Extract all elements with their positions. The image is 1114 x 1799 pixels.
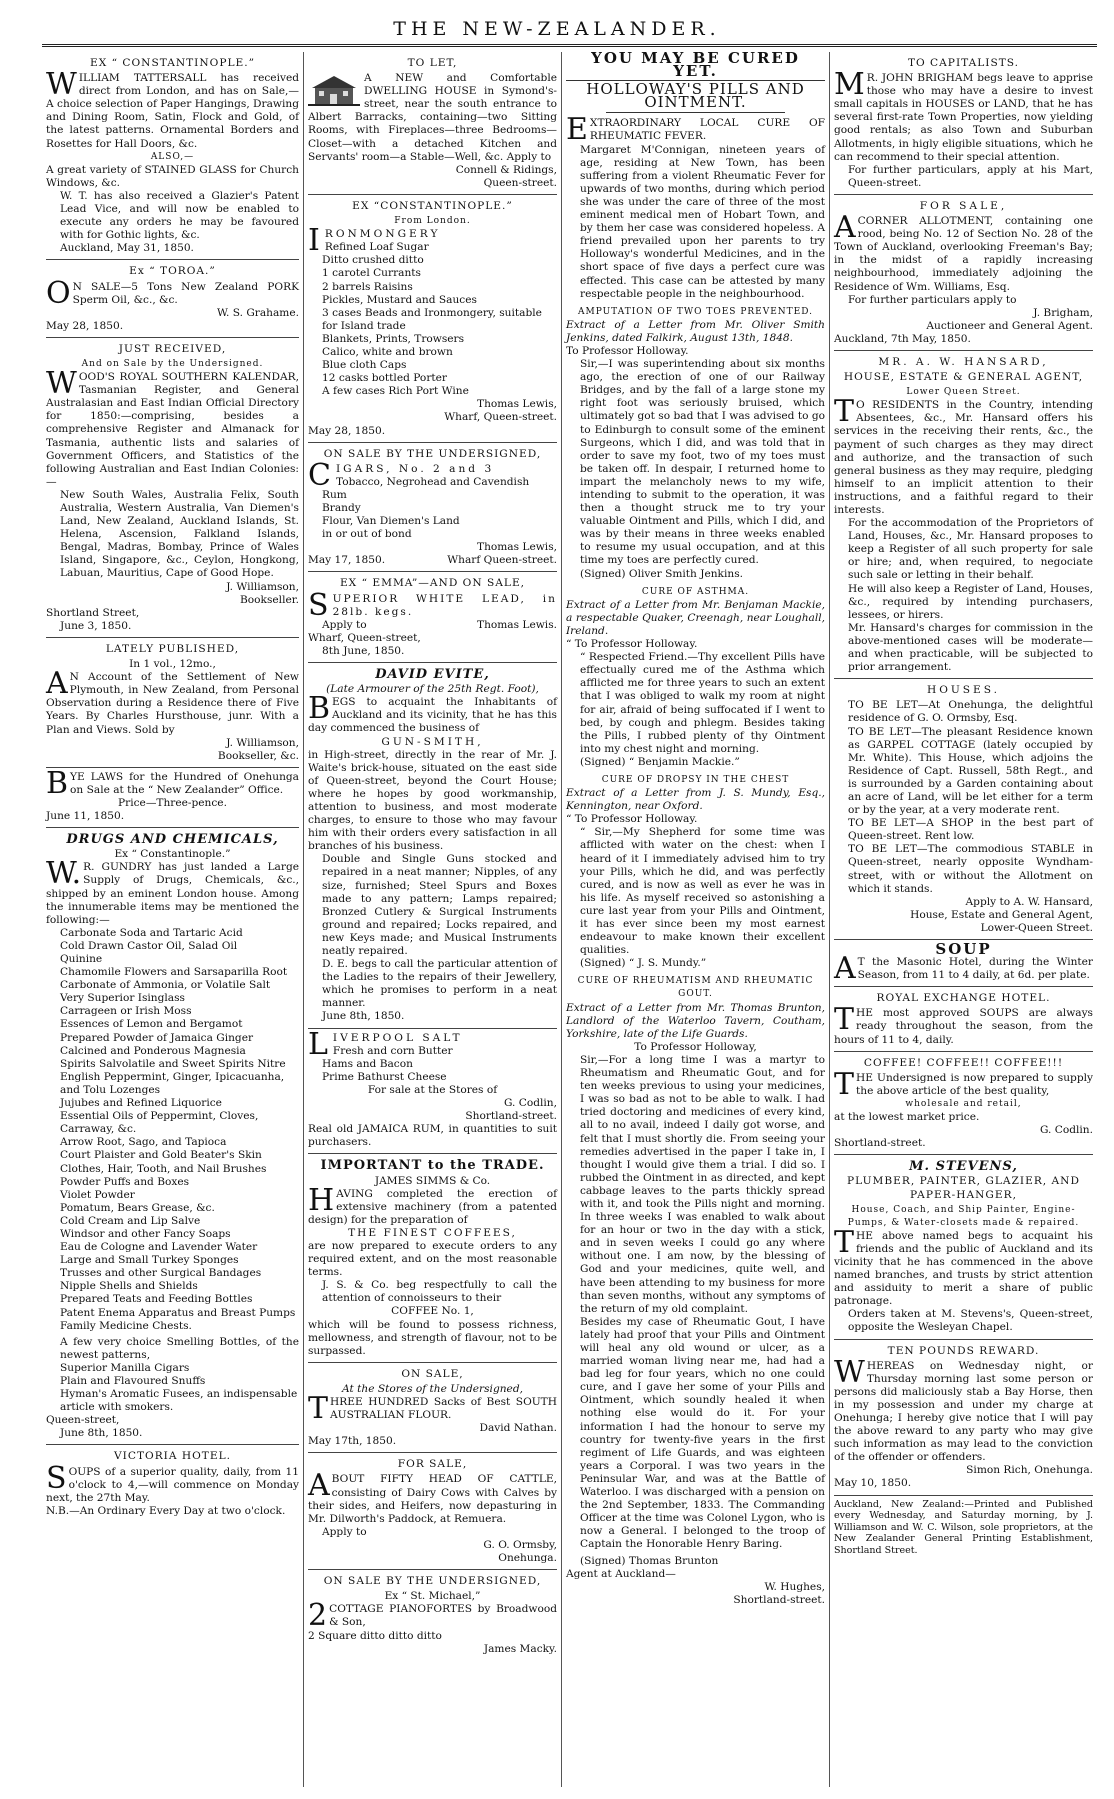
ad-date: May 10, 1850. xyxy=(834,1477,912,1490)
list-item: Prepared Powder of Jamaica Ginger xyxy=(60,1031,254,1044)
list-item: Carbonate of Ammonia, or Volatile Salt xyxy=(60,979,271,992)
ad-date: May 17, 1850. xyxy=(308,554,386,567)
ad-body: For the accommodation of the Proprietors of Land, Houses, &c., Mr. Hansard proposes to keep a Register of all such property for sale or hire; and, when required, to negociate such sale or letting in their behalf. xyxy=(848,517,1093,582)
list-item: Ditto crushed ditto xyxy=(322,254,424,267)
ad-liverpool-salt xyxy=(308,1026,557,1155)
list-item: Eau de Cologne and Lavender Water xyxy=(60,1241,258,1254)
holloway-headline: YOU MAY BE CURED YET. xyxy=(591,52,800,81)
ad-apply: Apply to xyxy=(322,1525,367,1538)
ad-signature: J. Brigham, xyxy=(1033,306,1093,319)
ad-drugs xyxy=(46,828,299,1445)
ad-body: TO BE LET—A SHOP in the best part of Queen-street. Rent low. xyxy=(848,817,1093,843)
ad-coffee xyxy=(834,1052,1093,1156)
ad-signature: J. Williamson, xyxy=(226,736,299,749)
list-item: Essential Oils of Peppermint, Cloves, Carraway, &c. xyxy=(60,1110,259,1136)
house-icon xyxy=(308,74,360,106)
testimonial-heading: CURE OF DROPSY IN THE CHEST xyxy=(601,774,790,785)
testimonial-signature: (Signed) “ Benjamin Mackie.” xyxy=(580,755,740,768)
ad-body: For sale at the Stores of xyxy=(367,1083,498,1096)
ad-houses xyxy=(834,679,1093,940)
testimonial-body: “ Respected Friend.—Thy excellent Pills have effectually cured me of the Asthma which afflicted me for three years to such an extent that I was obliged to walk my room at night for air, afraid of being suffocated if I went to bed, by cough and phlegm. Besides taking the Pills, I rubbed plenty of thy Ointment into my chest night and morning. xyxy=(580,651,825,755)
list-item: Violet Powder xyxy=(60,1188,135,1201)
ad-body: ON SALE—5 Tons New Zealand PORK Sperm Oil, &c., &c. xyxy=(46,275,299,311)
list-item: Refined Loaf Sugar xyxy=(324,241,429,254)
ad-title: EX “ CONSTANTINOPLE.” xyxy=(89,57,256,69)
ad-note: N.B.—An Ordinary Every Day at two o'clock. xyxy=(46,1504,286,1517)
ad-date: Auckland, 7th May, 1850. xyxy=(834,332,971,345)
newspaper-columns xyxy=(42,52,1097,1787)
ad-signature: G. Codlin, xyxy=(503,1097,557,1110)
ad-title: DAVID EVITE, xyxy=(375,667,490,683)
testimonial-heading: EXTRAORDINARY LOCAL CURE OF RHEUMATIC FEVER. xyxy=(566,112,825,148)
ad-bye-laws xyxy=(46,765,299,828)
list-item: Plain and Flavoured Snuffs xyxy=(60,1375,206,1387)
testimonial-body: Margaret M'Connigan, nineteen years of age, residing at New Town, has been suffering from a violent Rheumatic Fever for upwards of two months, during which period she was under the care of three of the most eminent medical men of Hobart Town, and by them her case was considered hopeless. A friend prevailed upon her parents to try Holloway's wonderful Medicines, and in the short space of five days a perfect cure was effected. This case can be attested by many respectable people in the neighbourhood. xyxy=(580,143,825,300)
testimonial-salutation: To Professor Holloway, xyxy=(634,1040,757,1053)
ad-subtitle: At the Stores of the Undersigned, xyxy=(342,1382,523,1395)
list-item: English Peppermint, Ginger, Ipicacuanha, and Tolu Lozenges xyxy=(60,1070,285,1096)
ad-body: 2COTTAGE PIANOFORTES by Broadwood & Son, xyxy=(308,1598,557,1634)
ad-title: PLUMBER, PAINTER, GLAZIER, AND PAPER-HANGER, xyxy=(847,1175,1080,1201)
testimonial-signature: (Signed) “ J. S. Mundy.” xyxy=(580,957,707,970)
column-4 xyxy=(830,52,1097,1787)
ad-body: Double and Single Guns stocked and repaired in a neat manner; Nipples, of any size, furnished; Steel Spurs and Boxes made to any pattern; Lamps repaired; Bronzed Cutlery & Surgical Instruments ground and repaired; Locks repaired, and new Keys made; and Musical Instruments neatly repaired. xyxy=(322,853,557,957)
agent-address: Shortland-street. xyxy=(733,1593,825,1606)
ad-place: Shortland-street. xyxy=(834,1137,926,1150)
ad-body: Orders taken at M. Stevens's, Queen-street, opposite the Wesleyan Chapel. xyxy=(848,1308,1093,1334)
ad-soup xyxy=(834,940,1093,987)
ad-body: New South Wales, Australia Felix, South Australia, Western Australia, Van Diemen's Land, New Zealand, Auckland Islands, St. Helena, Ascension, Falkland Islands, Bengal, Madras, Bombay, Prince of Wales Island, Singapore, &c., Ceylon, Hongkong, Labuan, Mauritius, Cape of Good Hope. xyxy=(60,488,299,580)
list-item: Spirits Salvolatile and Sweet Spirits Nitre xyxy=(60,1057,286,1070)
list-item: Fresh and corn Butter xyxy=(332,1044,453,1057)
ad-body: A great variety of STAINED GLASS for Church Windows, &c. xyxy=(46,163,299,189)
ad-hansard xyxy=(834,351,1093,679)
ad-signature: Queen-street. xyxy=(483,176,557,189)
ad-subtitle: JAMES SIMMS & Co. xyxy=(374,1174,491,1187)
ad-body: TO RESIDENTS in the Country, intending Absentees, &c., Mr. Hansard offers his services in the receiving their rents, &c., the payment of such charges as they may direct and authorize, and the transaction of such general business as they may require, pledging himself to an implicit attention to their instructions, and a faithful regard to their interests. xyxy=(834,394,1093,516)
testimonial-body: Sir,—For a long time I was a martyr to Rheumatism and Rheumatic Gout, and for ten weeks previous to using your medicines, I was so bad as not to be able to walk. I had tried doctoring and medicines of every kind, all to no avail, indeed I daily got worse, and felt that I must shortly die. From seeing your remedies advertised in the paper I take in, I thought I would give them a trial. I did so. I rubbed the Ointment in as directed, and kept cabbage leaves to the parts thickly spread with it, and took the Pills night and morning. In three weeks I was enabled to walk about for an hour or two in the day with a stick, and in seven weeks I could go any where without one. I am now, by the blessing of God and your medicines, quite well, and have been attending to my business for more than seven months, without any symptoms of the return of my old complaint. xyxy=(580,1053,825,1315)
testimonial-extract: Extract of a Letter from Mr. Benjaman Mackie, a respectable Quaker, Creenagh, near Loughall, Ireland. xyxy=(566,598,825,637)
ad-body: which will be found to possess richness, mellowness, and strength of flavour, not to be surpassed. xyxy=(308,1318,557,1357)
ad-signature: Apply to A. W. Hansard, xyxy=(965,895,1093,908)
ad-title: Ex “ TOROA.” xyxy=(129,265,216,278)
ad-body: A few very choice Smelling Bottles, of the newest patterns, xyxy=(60,1335,299,1361)
ad-date: June 8th, 1850. xyxy=(60,1427,143,1440)
list-item: 12 casks bottled Porter xyxy=(322,372,447,385)
agent-name: W. Hughes, xyxy=(764,1580,825,1593)
ad-body: J. S. & Co. beg respectfully to call the attention of connoisseurs to their xyxy=(322,1279,557,1305)
ad-date: Auckland, May 31, 1850. xyxy=(60,242,194,255)
list-item: Hyman's Aromatic Fusees, an indispensable article with smokers. xyxy=(60,1388,298,1414)
testimonial-heading: CURE OF RHEUMATISM AND RHEUMATIC GOUT. xyxy=(577,976,814,1000)
masthead-rule xyxy=(42,44,1097,47)
list-item: 1 carotel Currants xyxy=(322,267,421,280)
column-3 xyxy=(562,52,830,1787)
ad-title: EX “ EMMA”—AND ON SALE, xyxy=(339,577,526,590)
ad-also: ALSO,— xyxy=(150,151,195,162)
list-item: Arrow Root, Sago, and Tapioca xyxy=(60,1136,227,1149)
list-item: Pomatum, Bears Grease, &c. xyxy=(60,1201,215,1214)
ad-body: in High-street, directly in the rear of Mr. J. Waite's brick-house, situated on the east side of Queen-street, beyond the Court House; where he hopes by good workmanship, attention to business, and most moderate charges, to ensure to those who may favour him with their orders every satisfaction in all branches of his business. xyxy=(308,748,557,853)
ad-title: M. STEVENS, xyxy=(909,1159,1018,1175)
list-item: Quinine xyxy=(60,953,103,965)
ad-title: VICTORIA HOTEL. xyxy=(114,1450,231,1463)
ad-cigars xyxy=(308,443,557,573)
ad-victoria-hotel xyxy=(46,1445,299,1521)
ad-heading: IRONMONGERY xyxy=(308,223,441,259)
ad-signature: J. Williamson, xyxy=(226,580,299,593)
ad-title: LATELY PUBLISHED, xyxy=(105,642,240,655)
ad-title: JUST RECEIVED, xyxy=(118,342,227,355)
ad-body: Mr. Hansard's charges for commission in the above-mentioned cases will be moderate—and when practicable, will be subjected to prior arrangement. xyxy=(848,621,1093,674)
list-item: Calcined and Ponderous Magnesia xyxy=(60,1044,246,1057)
ad-corner-allotment xyxy=(834,195,1093,351)
ad-title: COFFEE! COFFEE!! COFFEE!!! xyxy=(863,1056,1064,1069)
ad-signature: Bookseller, &c. xyxy=(217,749,299,762)
agent-label: Agent at Auckland— xyxy=(566,1567,676,1580)
ad-body: He will also keep a Register of Land, Houses, &c., required by intending purchasers, lessees, or hirers. xyxy=(848,582,1093,621)
list-item: Patent Enema Apparatus and Breast Pumps xyxy=(60,1306,296,1319)
list-item: Prime Bathurst Cheese xyxy=(322,1070,447,1083)
masthead: THE NEW-ZEALANDER. xyxy=(393,18,721,40)
list-item: Pickles, Mustard and Sauces xyxy=(322,293,477,306)
ad-body: TO BE LET—The pleasant Residence known as GARPEL COTTAGE (lately occupied by Mr. White). This House, which adjoins the Residence of Capt. Russell, 58th Regt., and is surrounded by a Garden containing about an acre of Land, will be let either for a term or by the year, at a very moderate rent. xyxy=(848,725,1093,817)
ad-place: Shortland Street, xyxy=(46,606,140,619)
ad-signature: Onehunga. xyxy=(498,1552,557,1565)
testimonial-extract: Extract of a Letter from Mr. Oliver Smith Jenkins, dated Falkirk, August 13th, 1848. xyxy=(566,318,825,344)
ad-date: May 28, 1850. xyxy=(46,319,124,332)
list-item: Calico, white and brown xyxy=(322,345,453,358)
goods-list xyxy=(308,1045,557,1084)
ad-body: For further particulars apply to xyxy=(848,293,1017,306)
ad-title: ON SALE BY THE UNDERSIGNED, xyxy=(323,447,542,460)
ad-title: TO CAPITALISTS. xyxy=(907,57,1020,69)
ad-signature: Wharf, Queen-street. xyxy=(444,411,557,424)
ad-signature: Thomas Lewis, xyxy=(477,398,557,411)
list-item: Trusses and other Surgical Bandages xyxy=(60,1267,262,1280)
ad-body: THREE HUNDRED Sacks of Best SOUTH AUSTRALIAN FLOUR. xyxy=(308,1391,557,1426)
list-item: Clothes, Hair, Tooth, and Nail Brushes xyxy=(60,1162,267,1175)
ad-signature: House, Estate and General Agent, xyxy=(910,908,1093,921)
list-item: Carrageen or Irish Moss xyxy=(60,1005,192,1018)
ad-title: TEN POUNDS REWARD. xyxy=(887,1344,1040,1357)
ad-stevens xyxy=(834,1155,1093,1339)
list-item: Family Medicine Chests. xyxy=(60,1319,192,1332)
ad-heading: CIGARS, No. 2 and 3 xyxy=(308,457,495,493)
list-item: 3 cases Beads and Ironmongery, suitable for Island trade xyxy=(322,306,542,332)
testimonial-body: Besides my case of Rheumatic Gout, I have lately had proof that your Pills and Ointment will heal any old wound or ulcer, as a married woman living near me, had had a bad leg for four years, which no one could cure, and I gave her some of your Pills and Ointment, which soundly healed it when nothing else would do it. For your information I had the honour to serve my country for twenty-five years in the first regiment of Life Guards, and was eighteen years a Corporal. I was two years in the Peninsular War, and was at the Battle of Waterloo. I was discharged with a pension on the 2nd September, 1833. The Commanding Officer at the time was Colonel Lygon, who is now a General. I belonged to the troop of Captain the Honorable Henry Baring. xyxy=(580,1315,825,1551)
ad-subtitle: House, Coach, and Ship Painter, Engine-Pumps, & Water-closets made & repaired. xyxy=(847,1204,1080,1228)
holloway-title: HOLLOWAY'S PILLS AND OINTMENT. xyxy=(586,80,805,112)
list-item: Rum xyxy=(322,488,347,501)
ad-to-let xyxy=(308,52,557,195)
list-item: Chamomile Flowers and Sarsaparilla Root xyxy=(60,966,288,979)
ad-body: WHEREAS on Wednesday night, or Thursday morning last some person or persons did maliciously stab a Bay Horse, then in my possession and under my charge at Onehunga; I hereby give notice that I will pay the above reward to any party who may give such information as may lead to the conviction of the offender or offenders. xyxy=(834,1354,1093,1464)
ad-coffee-trade xyxy=(308,1154,557,1362)
testimonial-body: “ Sir,—My Shepherd for some time was afflicted with water on the chest: when I heard of it I immediately advised him to try your Pills, which he did, and was perfectly cured, and is now as well as ever he was in his life. As myself received so astonishing a cure last year from your Pills and Ointment, it has ever since been my most earnest endeavour to make known their excellent qualities. xyxy=(580,826,825,957)
ad-title: EX “CONSTANTINOPLE.” xyxy=(352,199,513,212)
ad-body: For further particulars, apply at his Mart, Queen-street. xyxy=(848,163,1093,189)
ad-body: THE above named begs to acquaint his friends and the public of Auckland and its vicinity that he has commenced in the above named branches, and trusts by strict attention and assiduity to merit a share of public patronage. xyxy=(834,1224,1093,1308)
ad-title: TO LET, xyxy=(407,57,458,69)
ad-heading: GUN-SMITH, xyxy=(381,735,484,748)
ad-title: ON SALE BY THE UNDERSIGNED, xyxy=(323,1575,542,1588)
ad-body: THE Undersigned is now prepared to supply the above article of the best quality, xyxy=(834,1066,1093,1102)
ad-capitalists xyxy=(834,52,1093,195)
ad-royal-exchange xyxy=(834,987,1093,1051)
ad-apply: Apply to xyxy=(322,618,367,631)
ad-body: MR. JOHN BRIGHAM begs leave to apprise those who may have a desire to invest small capitals in HOUSES or LAND, that he has several first-rate Town Properties, now yielding good rentals; as also Town and Suburban Allotments, in higly eligible situations, which he can recommend to their special attention. xyxy=(834,67,1093,163)
list-item: Superior Manilla Cigars xyxy=(60,1361,190,1374)
ad-title: DRUGS AND CHEMICALS, xyxy=(66,832,279,848)
testimonial-heading: AMPUTATION OF TWO TOES PREVENTED. xyxy=(577,306,814,317)
ad-title: HOUSES. xyxy=(926,684,1001,697)
ad-body: SOUPS of a superior quality, daily, from 11 o'clock to 4,—will commence on Monday next, the 27th May. xyxy=(46,1460,299,1504)
testimonial-salutation: “ To Professor Holloway. xyxy=(566,638,698,651)
testimonial-signature: (Signed) Oliver Smith Jenkins. xyxy=(580,567,743,580)
list-item: Large and Small Turkey Sponges xyxy=(60,1254,239,1267)
goods-list xyxy=(308,241,557,398)
list-item: Prepared Teats and Feeding Bottles xyxy=(60,1293,253,1306)
ad-body: Real old JAMAICA RUM, in quantities to suit purchasers. xyxy=(308,1123,557,1149)
ad-signature: G. Codlin. xyxy=(1039,1124,1093,1137)
list-item: Jujubes and Refined Liquorice xyxy=(60,1097,222,1110)
ad-signature: Auctioneer and General Agent. xyxy=(926,319,1093,332)
ad-date: June 3, 1850. xyxy=(60,619,132,632)
ad-signature: Thomas Lewis. xyxy=(477,618,557,631)
ad-body: WOOD'S ROYAL SOUTHERN KALENDAR, Tasmanian Register, and General Australasian and East Indian Official Directory for 1850:—comprising, besides a comprehensive Register and Almanack for Tasmania, authentic lists and salaries of Government Officers, and Statistics of the following Australian and East Indian Colonies:— xyxy=(46,366,299,488)
list-item: Blue cloth Caps xyxy=(322,359,407,372)
ad-date: May 28, 1850. xyxy=(308,424,386,437)
ad-date: June 8th, 1850. xyxy=(322,1010,405,1023)
ad-body: W.R. GUNDRY has just landed a Large Supply of Drugs, Chemicals, &c., shipped by an eminent London house. Among the innumerable items may be mentioned the following:— xyxy=(46,856,299,926)
imprint-text: Auckland, New Zealand:—Printed and Published every Wednesday, and Saturday morning, by J. Williamson and W. C. Wilson, sole proprietors, at the New Zealander General Printing Establishment, Shortland Street. xyxy=(834,1498,1093,1556)
list-item: Essences of Lemon and Bergamot xyxy=(60,1018,243,1031)
ad-flour xyxy=(308,1363,557,1454)
testimonial-salutation: To Professor Holloway. xyxy=(566,344,689,357)
ad-david-evite xyxy=(308,663,557,1029)
ad-lately-published xyxy=(46,638,299,768)
ad-body: ABOUT FIFTY HEAD OF CATTLE, consisting of Dairy Cows with Calves by their sides, and Heifers, now depasturing in Mr. Dilworth's Paddock, at Remuera. xyxy=(308,1468,557,1525)
ad-pianofortes xyxy=(308,1570,557,1660)
column-1 xyxy=(42,52,304,1787)
list-item: Flour, Van Diemen's Land xyxy=(322,515,460,528)
list-item: A few cases Rich Port Wine xyxy=(322,385,469,398)
ad-heading: COFFEE No. 1, xyxy=(391,1305,474,1318)
ad-body: SUPERIOR WHITE LEAD, in 28lb. kegs. xyxy=(308,587,557,623)
ad-body: in or out of bond xyxy=(322,528,412,541)
ad-signature: Wharf Queen-street. xyxy=(447,554,557,567)
testimonial-extract: Extract of a Letter from J. S. Mundy, Esq., Kennington, near Oxford. xyxy=(566,787,825,813)
ad-signature: W. S. Grahame. xyxy=(216,306,299,319)
ad-title: HOUSE, ESTATE & GENERAL AGENT, xyxy=(843,371,1084,384)
ad-title: FOR SALE, xyxy=(919,199,1008,212)
ad-body: 2 Square ditto ditto ditto xyxy=(308,1629,442,1642)
ad-kalendar xyxy=(46,338,299,638)
ad-signature: G. O. Ormsby, xyxy=(483,1538,557,1551)
ad-subtitle: From London. xyxy=(394,216,471,227)
ad-tattersall xyxy=(46,52,299,260)
ad-body: are now prepared to execute orders to any required extent, and on the most reasonable terms. xyxy=(308,1239,557,1279)
ad-body: BEGS to acquaint the Inhabitants of Auckland and its vicinity, that he has this day commenced the business of xyxy=(308,691,557,735)
list-item: Brandy xyxy=(322,502,361,514)
ad-signature: Connell & Ridings, xyxy=(455,163,557,176)
ad-body: at the lowest market price. xyxy=(834,1111,980,1124)
ad-ironmongery xyxy=(308,195,557,443)
ad-title: SOUP xyxy=(935,940,992,958)
ad-date: June 11, 1850. xyxy=(46,810,125,823)
testimonial-body: Sir,—I was superintending about six months ago, the erection of one of our Railway Bridges, and by the fall of a large stone my right foot was seriously bruised, which ultimately got so bad that I was advised to go to Edinburgh to consult some of the eminent Surgeons, which I did, and was told that in order to save my foot, two of my toes must be taken off. In despair, I returned home to impart the melancholy news to my wife, intending to submit to the operation, it was then a thought struck me to try your valuable Ointment and Pills, which I did, and was by their means in three weeks enabled to resume my usual occupation, and at this time my toes are perfectly cured. xyxy=(580,358,825,567)
ad-heading: LIVERPOOL SALT xyxy=(308,1026,463,1062)
list-item: Very Superior Isinglass xyxy=(60,992,185,1005)
ad-signature: James Macky. xyxy=(483,1642,557,1655)
ad-price: Price—Three-pence. xyxy=(118,796,227,809)
ad-title: IMPORTANT to the TRADE. xyxy=(320,1158,545,1174)
list-item: 2 barrels Raisins xyxy=(322,280,413,293)
ad-title: ROYAL EXCHANGE HOTEL. xyxy=(876,992,1051,1005)
ad-subtitle: (Late Armourer of the 25th Regt. Foot), xyxy=(326,683,539,696)
testimonial-extract: Extract of a Letter from Mr. Thomas Brunton, Landlord of the Waterloo Tavern, Coutham, Yorkshire, late of the Life Guards. xyxy=(566,1001,825,1040)
ad-body: A NEW and Comfortable DWELLING HOUSE in Symond's-street, near the south entrance to Albert Barracks, containing—two Sitting Rooms, with Fireplaces—three Bedrooms—Closet—with a detached Kitchen and Servants' room—a Stable—Well, &c. Apply to xyxy=(308,72,557,163)
drug-list xyxy=(46,927,299,1333)
drug-list xyxy=(46,1362,299,1414)
ad-heading: THE FINEST COFFEES, xyxy=(348,1226,517,1239)
column-2 xyxy=(304,52,562,1787)
ad-body: D. E. begs to call the particular attention of the Ladies to the repairs of their Jewellery, which he promises to perform in a neat manner. xyxy=(322,958,557,1010)
ad-signature: Thomas Lewis, xyxy=(477,541,557,554)
ad-body: HAVING completed the erection of extensive machinery (from a patented design) for the preparation of xyxy=(308,1182,557,1226)
ad-subtitle: Ex “ Constantinople.” xyxy=(114,848,231,861)
ad-signature: Simon Rich, Onehunga. xyxy=(966,1464,1093,1477)
ad-body: THE most approved SOUPS are always ready throughout the season, from the hours of 11 to 4, daily. xyxy=(834,1002,1093,1046)
ad-body: ACORNER ALLOTMENT, containing one rood, being No. 12 of Section No. 28 of the Town of Auckland, overlooking Freeman's Bay; in the midst of a rapidly increasing neighbourhood, immediately adjoining the Residence of Wm. Williams, Esq. xyxy=(834,210,1093,293)
testimonial-signature: (Signed) Thomas Brunton xyxy=(580,1554,719,1567)
ad-place: Wharf, Queen-street, xyxy=(308,631,421,644)
list-item: Hams and Bacon xyxy=(322,1057,413,1070)
ad-signature: Lower-Queen Street. xyxy=(980,921,1093,934)
ad-body: W. T. has also received a Glazier's Patent Lead Vice, and will now be enabled to execute any orders he may be favoured with for Gothic lights, &c. xyxy=(60,189,299,242)
list-item: Tobacco, Negrohead and Cavendish xyxy=(335,475,530,488)
testimonial-salutation: “ To Professor Holloway. xyxy=(566,813,698,826)
ad-subtitle: And on Sale by the Undersigned. xyxy=(81,358,264,369)
testimonial-heading: CURE OF ASTHMA. xyxy=(641,586,750,597)
ad-white-lead xyxy=(308,572,557,663)
ad-body: TO BE LET—At Onehunga, the delightful residence of G. O. Ormsby, Esq. xyxy=(848,699,1093,725)
ad-subtitle: In 1 vol., 12mo., xyxy=(129,658,216,671)
list-item: Nipple Shells and Shields xyxy=(60,1280,198,1293)
imprint xyxy=(834,1496,1093,1561)
list-item: Cold Drawn Castor Oil, Salad Oil xyxy=(60,939,238,952)
ad-title: FOR SALE, xyxy=(397,1458,468,1471)
ad-subtitle: Lower Queen Street. xyxy=(906,387,1021,398)
ad-signature: David Nathan. xyxy=(479,1422,557,1435)
ad-body: BYE LAWS for the Hundred of Onehunga on Sale at the “ New Zealander” Office. xyxy=(46,765,299,801)
ad-date: May 17th, 1850. xyxy=(308,1435,397,1448)
ad-subtitle: Ex “ St. Michael,” xyxy=(384,1590,481,1603)
ad-cattle xyxy=(308,1453,557,1570)
ad-place: Queen-street, xyxy=(46,1414,120,1427)
list-item: Powder Puffs and Boxes xyxy=(60,1175,190,1188)
ad-body: AT the Masonic Hotel, during the Winter Season, from 11 to 4 daily, at 6d. per plate. xyxy=(834,951,1093,987)
ad-signature: Bookseller. xyxy=(240,593,299,606)
ad-date: 8th June, 1850. xyxy=(322,644,405,657)
ad-ten-pounds-reward xyxy=(834,1340,1093,1496)
list-item: Carbonate Soda and Tartaric Acid xyxy=(60,926,243,939)
ad-toroa xyxy=(46,260,299,337)
ad-body: TO BE LET—The commodious STABLE in Queen-street, nearly opposite Wyndham-street, with or without the Allotment on which it stands. xyxy=(848,843,1093,895)
list-item: Windsor and other Fancy Soaps xyxy=(60,1227,231,1240)
list-item: Court Plaister and Gold Beater's Skin xyxy=(60,1149,262,1162)
ad-body: AN Account of the Settlement of New Plymouth, in New Zealand, from Personal Observation during a Residence there of Five Years. By Charles Hursthouse, junr. With a Plan and Views. Sold by xyxy=(46,666,299,736)
ad-signature: Shortland-street. xyxy=(465,1110,557,1123)
ad-title: ON SALE, xyxy=(401,1367,464,1380)
list-item: Cold Cream and Lip Salve xyxy=(60,1214,201,1227)
ad-body: WILLIAM TATTERSALL has received direct from London, and has on Sale,— A choice selection of Paper Hangings, Drawing and Dining Room, Satin, Flock and Gold, of the latest patterns. Ornamental Borders and Rosettes for Hall Doors, &c. xyxy=(46,67,299,150)
list-item: Blankets, Prints, Trowsers xyxy=(322,332,465,345)
ad-subtitle: wholesale and retail, xyxy=(905,1098,1022,1109)
ad-title: MR. A. W. HANSARD, xyxy=(878,355,1049,368)
goods-list xyxy=(308,476,557,528)
